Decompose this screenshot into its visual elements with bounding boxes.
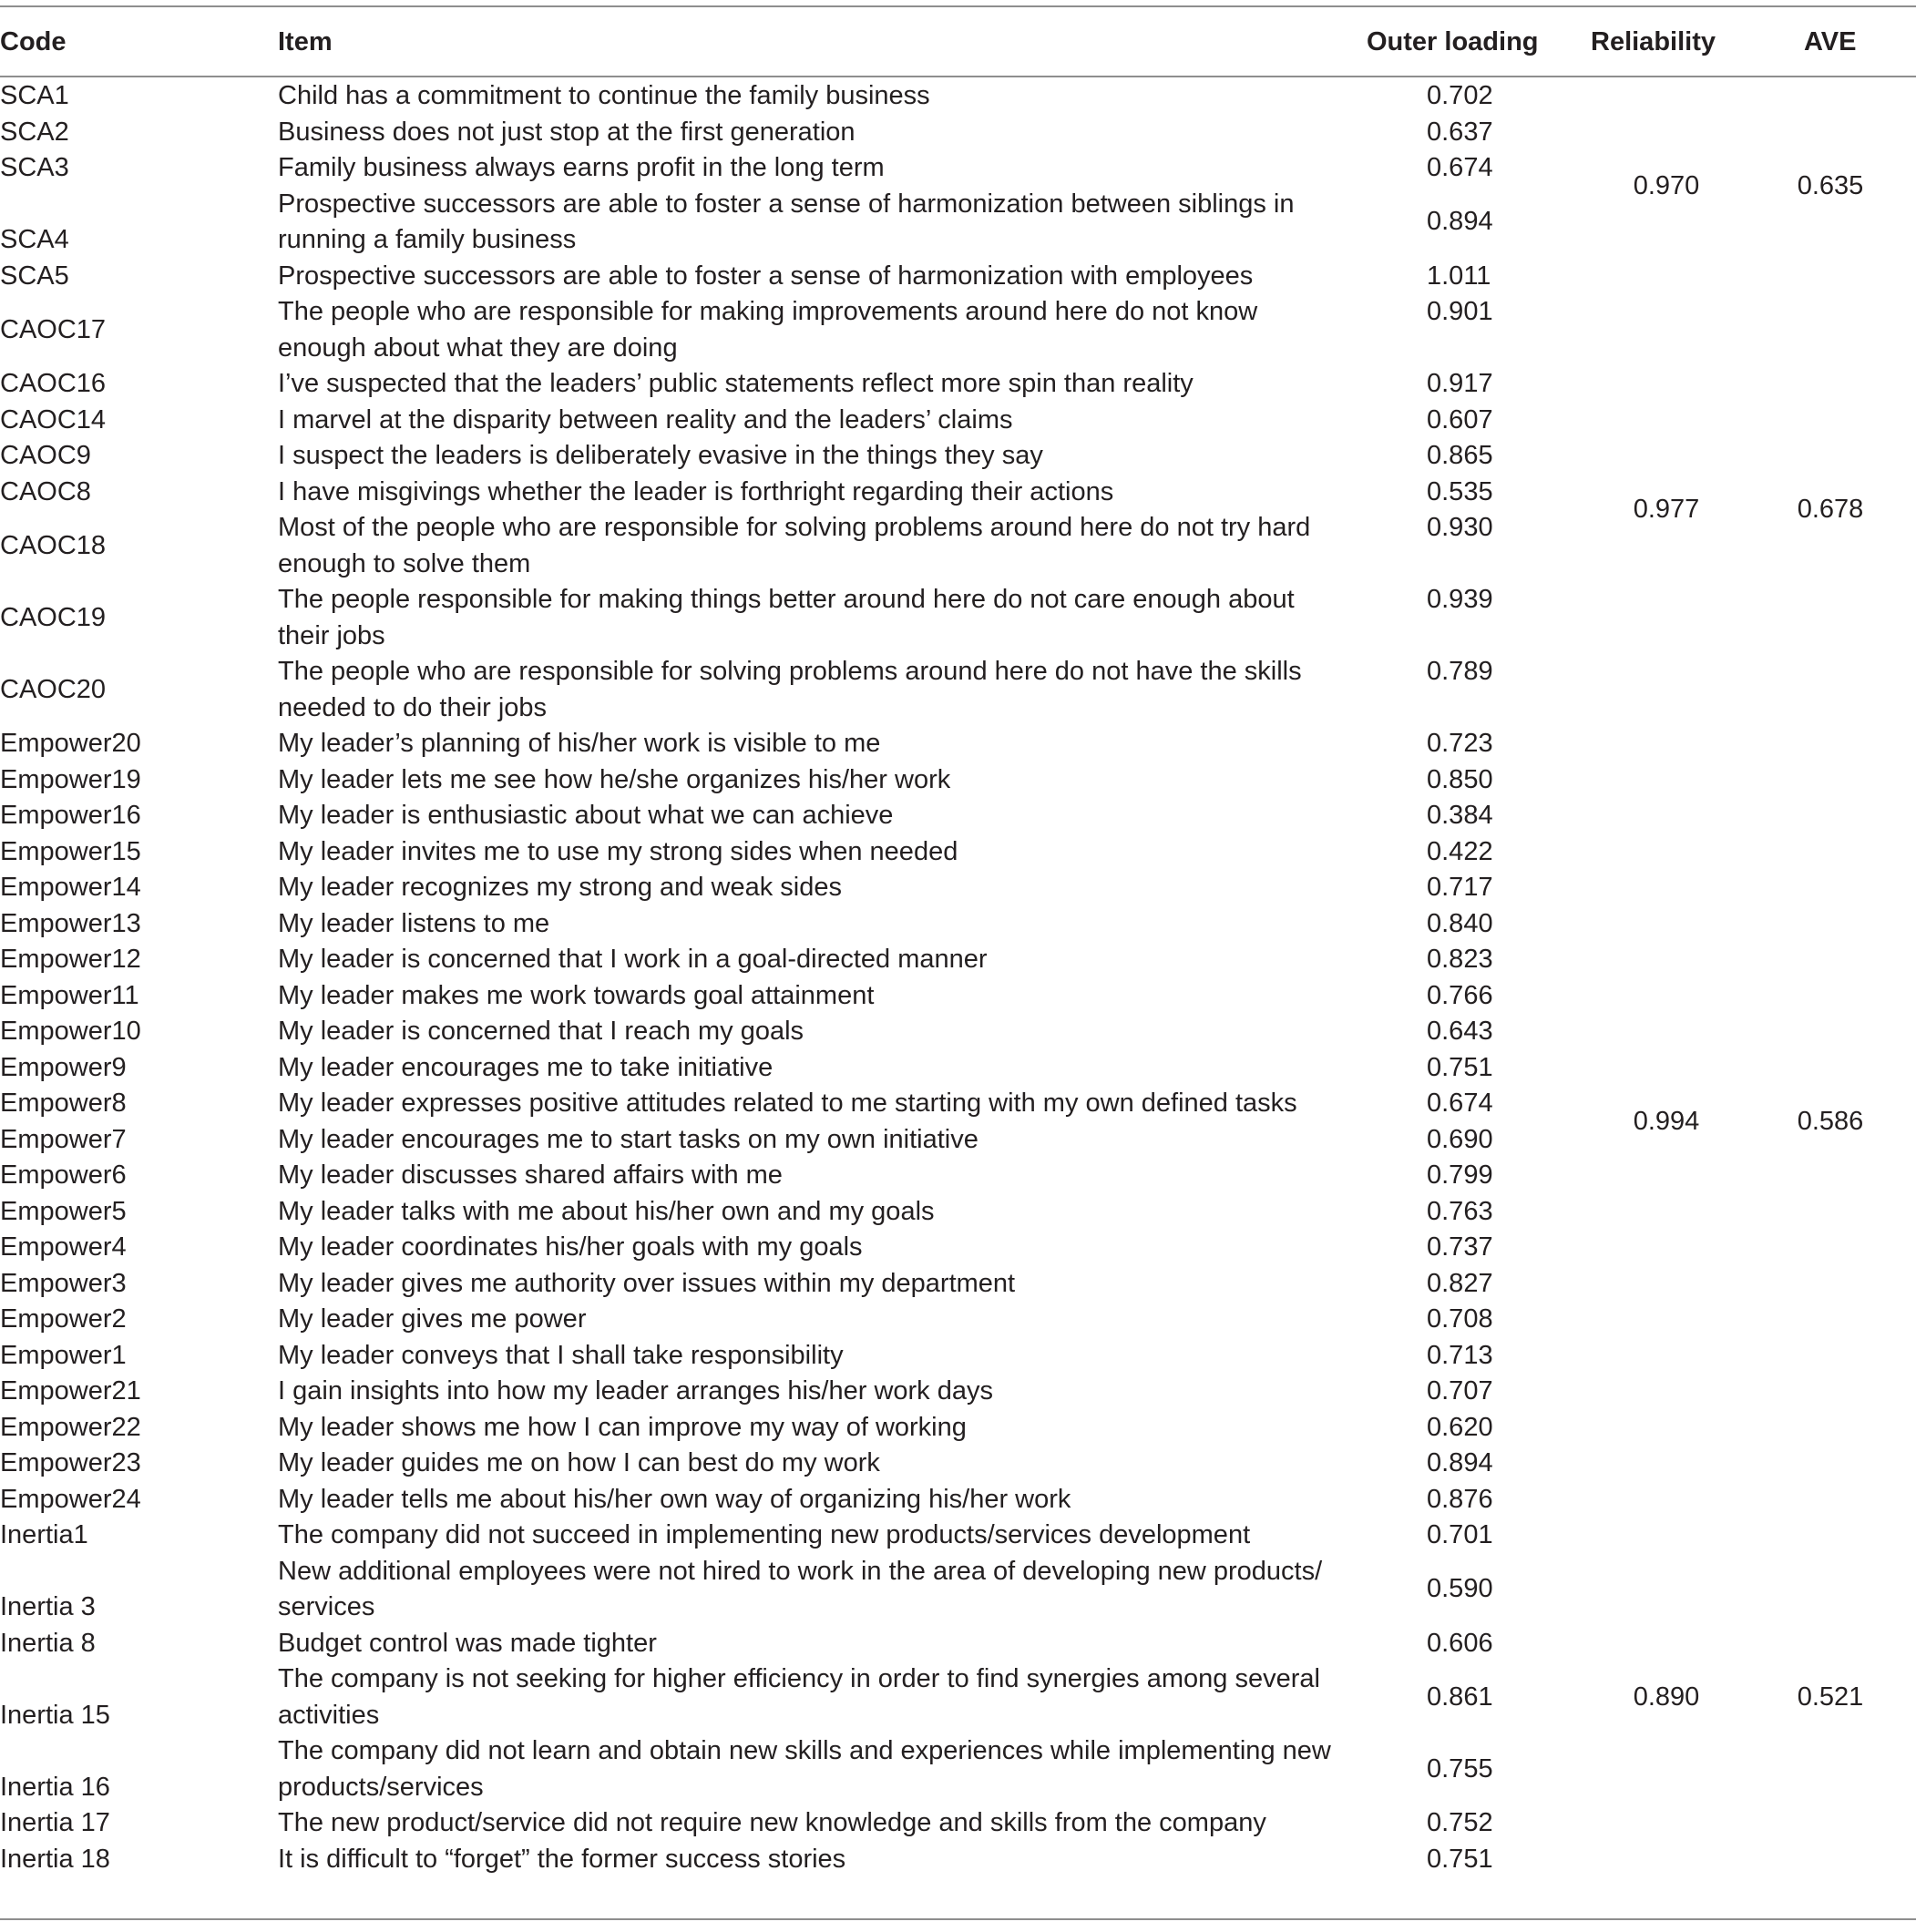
item-code: Empower9 xyxy=(0,1052,127,1082)
item-text-continued: enough about what they are doing xyxy=(278,332,678,363)
outer-loading-value: 0.894 xyxy=(1427,1448,1493,1477)
header-reliability: Reliability xyxy=(1591,27,1716,56)
item-code: CAOC9 xyxy=(0,441,91,470)
item-text: Business does not just stop at the first generation xyxy=(278,117,856,147)
outer-loading-value: 0.823 xyxy=(1427,945,1493,974)
item-text-continued: activities xyxy=(278,1700,380,1730)
outer-loading-value: 0.930 xyxy=(1427,512,1493,542)
item-text: My leader’s planning of his/her work is visible to me xyxy=(278,729,881,758)
item-code: Inertia 16 xyxy=(0,1772,110,1802)
item-text-continued: enough to solve them xyxy=(278,548,531,578)
item-code: CAOC19 xyxy=(0,602,107,632)
item-code: Empower14 xyxy=(0,873,141,902)
item-code: Empower2 xyxy=(0,1304,127,1334)
outer-loading-value: 0.606 xyxy=(1427,1628,1493,1658)
outer-loading-value: 0.752 xyxy=(1427,1808,1493,1837)
outer-loading-value: 0.939 xyxy=(1427,584,1493,614)
item-code: Empower23 xyxy=(0,1448,141,1477)
outer-loading-value: 0.384 xyxy=(1427,801,1493,830)
item-code: CAOC18 xyxy=(0,530,107,560)
item-text: My leader coordinates his/her goals with my goals xyxy=(278,1232,863,1262)
item-text: My leader conveys that I shall take responsibility xyxy=(278,1340,844,1370)
outer-loading-value: 0.861 xyxy=(1427,1682,1493,1712)
header-ave: AVE xyxy=(1804,27,1857,56)
outer-loading-value: 0.876 xyxy=(1427,1484,1493,1514)
item-code: Empower4 xyxy=(0,1232,127,1262)
reliability-value: 0.994 xyxy=(1633,1106,1700,1136)
outer-loading-value: 0.901 xyxy=(1427,296,1493,326)
outer-loading-value: 0.702 xyxy=(1427,81,1493,110)
item-text: The company did not learn and obtain new skills and experiences while implementing new xyxy=(278,1736,1331,1765)
item-code: Inertia1 xyxy=(0,1520,88,1549)
item-text: The people who are responsible for making improvements around here do not know xyxy=(278,297,1258,326)
item-text: Budget control was made tighter xyxy=(278,1628,657,1658)
reliability-value: 0.970 xyxy=(1633,170,1700,200)
item-text: My leader guides me on how I can best do my work xyxy=(278,1448,880,1477)
item-code: Empower8 xyxy=(0,1089,127,1118)
item-text: It is difficult to “forget” the former success stories xyxy=(278,1844,846,1874)
item-code: Empower19 xyxy=(0,764,141,794)
item-code: Empower5 xyxy=(0,1196,127,1226)
item-text: Most of the people who are responsible for solving problems around here do not try hard xyxy=(278,513,1311,542)
outer-loading-value: 0.701 xyxy=(1427,1520,1493,1549)
outer-loading-value: 0.723 xyxy=(1427,729,1493,758)
table-top-rule xyxy=(0,5,1916,7)
item-text: My leader lets me see how he/she organizes his/her work xyxy=(278,764,951,794)
item-code: Inertia 8 xyxy=(0,1628,96,1658)
item-code: CAOC17 xyxy=(0,314,107,344)
item-code: Empower20 xyxy=(0,729,141,758)
item-text: My leader encourages me to start tasks on my own initiative xyxy=(278,1124,978,1154)
outer-loading-value: 0.850 xyxy=(1427,764,1493,794)
outer-loading-value: 0.840 xyxy=(1427,908,1493,938)
item-code: Empower22 xyxy=(0,1412,141,1442)
outer-loading-value: 0.620 xyxy=(1427,1412,1493,1442)
outer-loading-value: 0.763 xyxy=(1427,1196,1493,1226)
outer-loading-value: 0.707 xyxy=(1427,1376,1493,1406)
item-code: Empower12 xyxy=(0,945,141,974)
outer-loading-value: 0.643 xyxy=(1427,1017,1493,1046)
outer-loading-value: 0.590 xyxy=(1427,1574,1493,1603)
measurement-table xyxy=(0,5,1916,1927)
item-code: Empower13 xyxy=(0,908,141,938)
item-code: Inertia 18 xyxy=(0,1844,110,1874)
item-text: My leader makes me work towards goal attainment xyxy=(278,980,875,1010)
item-text: Family business always earns profit in the long term xyxy=(278,153,885,182)
item-text: My leader is concerned that I work in a goal-directed manner xyxy=(278,945,988,974)
outer-loading-value: 0.799 xyxy=(1427,1160,1493,1190)
item-text: Prospective successors are able to foster a sense of harmonization between siblings in xyxy=(278,189,1295,219)
outer-loading-value: 0.917 xyxy=(1427,369,1493,398)
item-text: New additional employees were not hired to work in the area of developing new products/ xyxy=(278,1556,1323,1586)
header-item: Item xyxy=(278,27,333,56)
item-code: Empower7 xyxy=(0,1124,127,1154)
ave-value: 0.586 xyxy=(1797,1106,1864,1136)
item-text: My leader shows me how I can improve my way of working xyxy=(278,1412,967,1442)
item-text: My leader invites me to use my strong sides when needed xyxy=(278,836,958,866)
header-code: Code xyxy=(0,27,67,56)
item-text: The new product/service did not require new knowledge and skills from the company xyxy=(278,1808,1266,1837)
item-code: Empower16 xyxy=(0,801,141,830)
outer-loading-value: 0.751 xyxy=(1427,1844,1493,1874)
item-code: Inertia 15 xyxy=(0,1700,110,1730)
item-code: Empower10 xyxy=(0,1017,141,1046)
item-text: My leader discusses shared affairs with me xyxy=(278,1160,783,1190)
item-code: Empower24 xyxy=(0,1484,141,1514)
outer-loading-value: 0.708 xyxy=(1427,1304,1493,1334)
item-code: SCA5 xyxy=(0,261,69,291)
item-code: CAOC20 xyxy=(0,674,107,704)
outer-loading-value: 0.766 xyxy=(1427,980,1493,1010)
outer-loading-value: 0.674 xyxy=(1427,1089,1493,1118)
item-code: SCA1 xyxy=(0,81,69,110)
item-code: Inertia 3 xyxy=(0,1592,96,1621)
outer-loading-value: 0.751 xyxy=(1427,1052,1493,1082)
item-code: CAOC14 xyxy=(0,404,107,434)
item-text: My leader gives me power xyxy=(278,1304,587,1334)
item-text-continued: their jobs xyxy=(278,620,385,650)
item-text: My leader is concerned that I reach my goals xyxy=(278,1017,804,1046)
outer-loading-value: 0.827 xyxy=(1427,1268,1493,1298)
item-code: SCA4 xyxy=(0,225,69,254)
item-text-continued: services xyxy=(278,1592,375,1621)
item-text: My leader gives me authority over issues within my department xyxy=(278,1268,1016,1298)
item-text: The company did not succeed in implementing new products/services development xyxy=(278,1520,1251,1549)
item-code: CAOC16 xyxy=(0,369,107,398)
outer-loading-value: 0.607 xyxy=(1427,404,1493,434)
item-code: Empower3 xyxy=(0,1268,127,1298)
item-text: My leader tells me about his/her own way of organizing his/her work xyxy=(278,1484,1071,1514)
item-text: Child has a commitment to continue the family business xyxy=(278,81,930,110)
ave-value: 0.521 xyxy=(1797,1682,1864,1712)
item-text: The people who are responsible for solving problems around here do not have the skills xyxy=(278,657,1302,686)
item-text: My leader listens to me xyxy=(278,908,550,938)
item-code: SCA2 xyxy=(0,117,69,147)
item-text-continued: needed to do their jobs xyxy=(278,692,548,722)
outer-loading-value: 0.789 xyxy=(1427,656,1493,686)
item-text: My leader encourages me to take initiative xyxy=(278,1052,774,1082)
item-code: Empower6 xyxy=(0,1160,127,1190)
item-text: I have misgivings whether the leader is forthright regarding their actions xyxy=(278,476,1114,506)
reliability-value: 0.890 xyxy=(1633,1682,1700,1712)
ave-value: 0.678 xyxy=(1797,495,1864,524)
item-code: Inertia 17 xyxy=(0,1808,110,1837)
outer-loading-value: 0.865 xyxy=(1427,441,1493,470)
outer-loading-value: 0.737 xyxy=(1427,1232,1493,1262)
item-code: Empower11 xyxy=(0,980,139,1010)
item-code: Empower15 xyxy=(0,836,141,866)
table-bottom-rule xyxy=(0,1918,1916,1920)
outer-loading-value: 0.755 xyxy=(1427,1753,1493,1784)
item-text: My leader is enthusiastic about what we can achieve xyxy=(278,801,894,830)
item-text: I suspect the leaders is deliberately evasive in the things they say xyxy=(278,441,1043,470)
reliability-value: 0.977 xyxy=(1633,495,1700,524)
outer-loading-value: 0.674 xyxy=(1427,153,1493,182)
item-text-continued: running a family business xyxy=(278,225,577,254)
outer-loading-value: 0.894 xyxy=(1427,207,1493,236)
item-text: My leader recognizes my strong and weak sides xyxy=(278,873,842,902)
item-code: Empower21 xyxy=(0,1376,141,1406)
outer-loading-value: 0.535 xyxy=(1427,476,1493,506)
item-text: I marvel at the disparity between reality and the leaders’ claims xyxy=(278,404,1013,434)
header-outer-loading: Outer loading xyxy=(1367,27,1539,56)
item-code: Empower1 xyxy=(0,1340,127,1370)
item-text: I’ve suspected that the leaders’ public statements reflect more spin than reality xyxy=(278,369,1194,398)
item-text: The company is not seeking for higher efficiency in order to find synergies among several xyxy=(278,1664,1320,1693)
item-text: My leader expresses positive attitudes related to me starting with my own defined tasks xyxy=(278,1089,1297,1118)
item-text: My leader talks with me about his/her own and my goals xyxy=(278,1196,935,1226)
item-code: CAOC8 xyxy=(0,476,91,506)
outer-loading-value: 0.637 xyxy=(1427,117,1493,147)
outer-loading-value: 0.713 xyxy=(1427,1340,1493,1370)
item-text: Prospective successors are able to foster a sense of harmonization with employees xyxy=(278,261,1254,291)
item-text-continued: products/services xyxy=(278,1772,484,1802)
outer-loading-value: 0.717 xyxy=(1427,873,1493,902)
ave-value: 0.635 xyxy=(1797,170,1864,200)
outer-loading-value: 1.011 xyxy=(1427,261,1491,291)
item-text: I gain insights into how my leader arranges his/her work days xyxy=(278,1376,993,1406)
outer-loading-value: 0.422 xyxy=(1427,836,1493,866)
item-code: SCA3 xyxy=(0,153,69,182)
outer-loading-value: 0.690 xyxy=(1427,1124,1493,1154)
item-text: The people responsible for making things better around here do not care enough about xyxy=(278,585,1295,614)
